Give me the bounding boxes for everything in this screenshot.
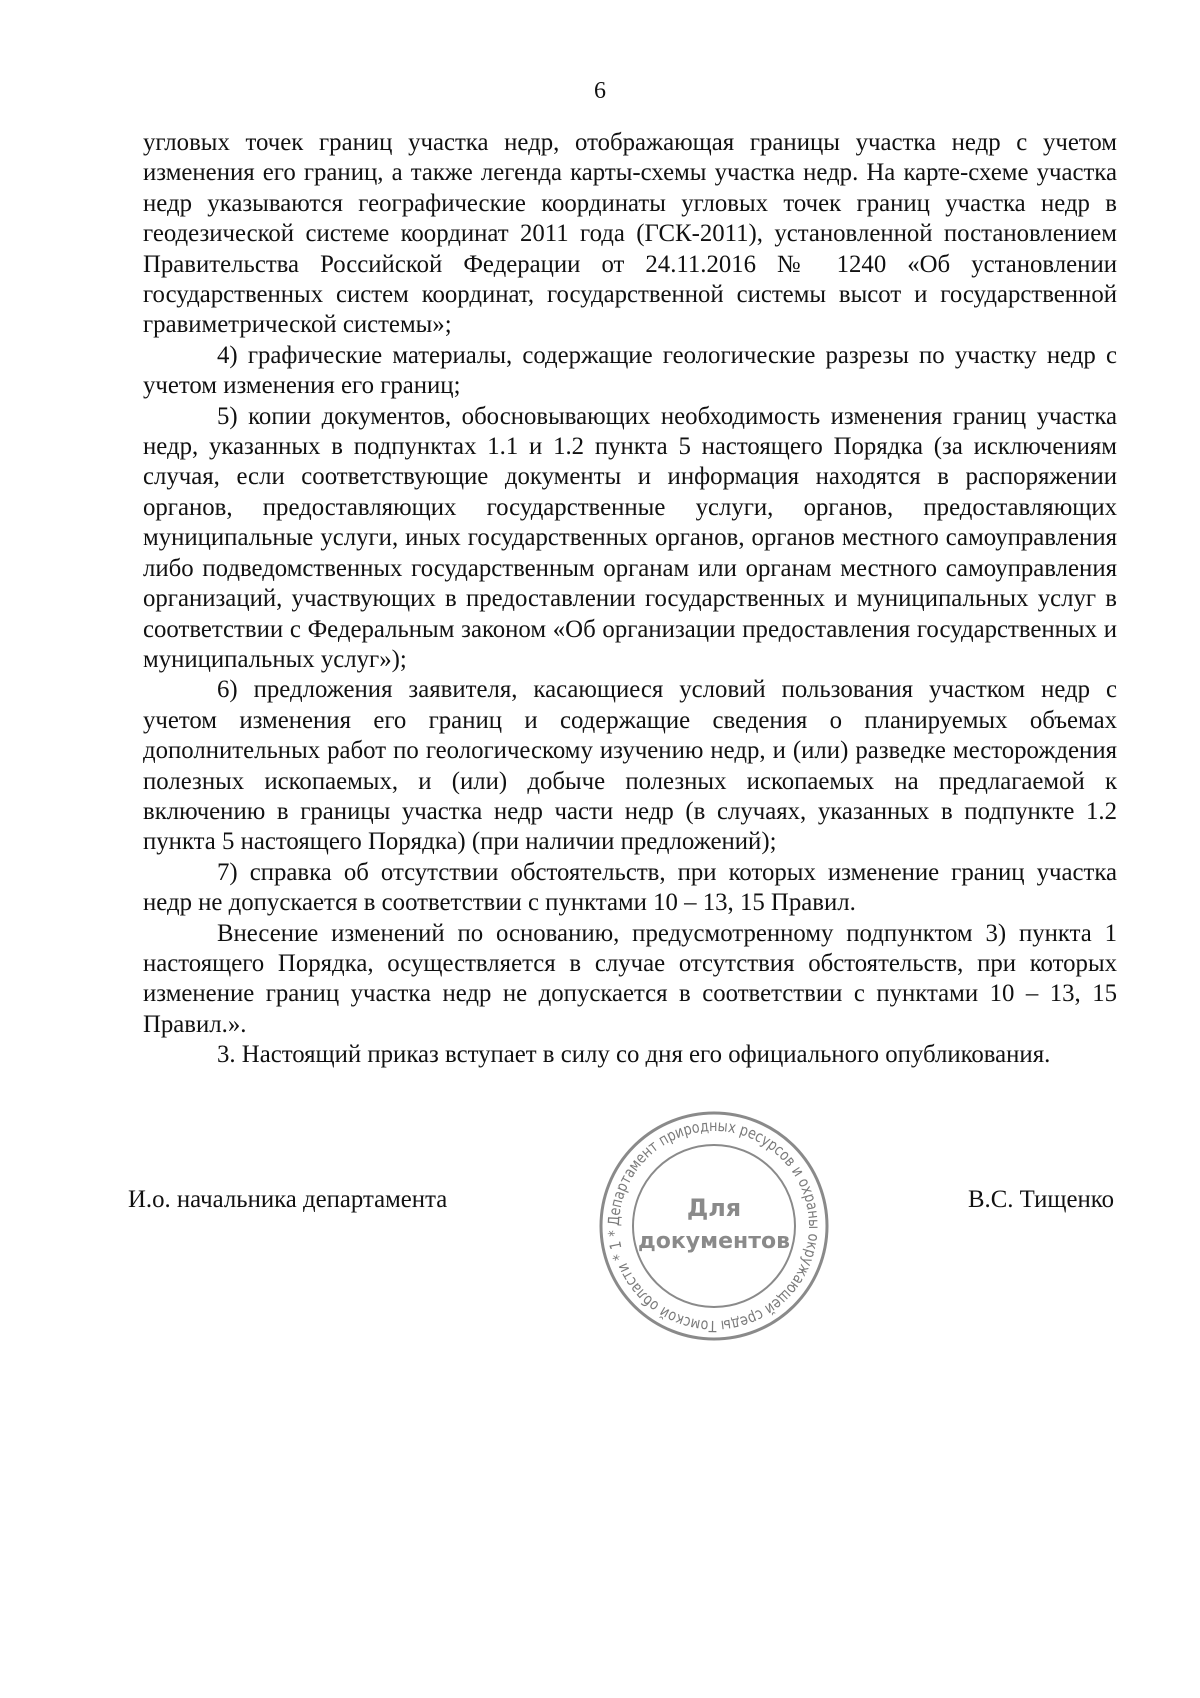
- stamp-ring-text-path: Департамент природных ресурсов и охраны окружающей среды Томской области * 1 *: [604, 1116, 824, 1336]
- paragraph-1: угловых точек границ участка недр, отображающая границы участка недр с учетом изменения его границ, а также легенда карты-схемы участка недр. На карте-схеме участка недр указываются географические координаты угловых точек границ участка недр в геодезической системе координат 2011 года (ГСК-2011), установленной постановлением Правительства Российской Федерации от 24.11.2016 № 1240 «Об установлении государственных систем координат, государственной системы высот и государственной гравиметрической системы»;: [143, 129, 1117, 339]
- stamp-outer-ring: [601, 1113, 827, 1339]
- paragraph-6: Внесение изменений по основанию, предусмотренному подпунктом 3) пункта 1 настоящего Порядка, осуществляется в случае отсутствия обстоятельств, при которых изменение границ участка недр не допускается в соответствии с пунктами 10 – 13, 15 Правил.».: [143, 919, 1117, 1038]
- official-stamp: [596, 1108, 832, 1344]
- signer-position: И.о. начальника департамента: [128, 1186, 448, 1213]
- stamp-center-line-2: документов: [637, 1229, 791, 1254]
- stamp-center-line-1: Для: [686, 1194, 742, 1222]
- paragraph-2: 4) графические материалы, содержащие геологические разрезы по участку недр с учетом изменения его границ;: [143, 341, 1117, 400]
- paragraph-3: 5) копии документов, обосновывающих необходимость изменения границ участка недр, указанных в подпунктах 1.1 и 1.2 пункта 5 настоящего Порядка (за исключениям случая, если соответствующие документы и информация находятся в распоряжении органов, предоставляющих государственные услуги, органов, предоставляющих муниципальные услуги, иных государственных органов, органов местного самоуправления либо подведомственных государственным органам или органам местного самоуправления организаций, участвующих в предоставлении государственных и муниципальных услуг в соответствии с Федеральным законом «Об организации предоставления государственных и муниципальных услуг»);: [143, 402, 1117, 673]
- document-body: [143, 128, 1117, 1071]
- stamp-ring-text: [605, 1117, 823, 1335]
- paragraph-4: 6) предложения заявителя, касающиеся условий пользования участком недр с учетом изменения его границ и содержащие сведения о планируемых объемах дополнительных работ по геологическому изучению недр, и (или) разведке месторождения полезных ископаемых, и (или) добыче полезных ископаемых на предлагаемой к включению в границы участка недр части недр (в случаях, указанных в подпункте 1.2 пункта 5 настоящего Порядка) (при наличии предложений);: [143, 676, 1117, 856]
- paragraph-7: 3. Настоящий приказ вступает в силу со дня его официального опубликования.: [217, 1041, 1051, 1069]
- signer-name: В.С. Тищенко: [967, 1186, 1114, 1213]
- paragraph-5: 7) справка об отсутствии обстоятельств, при которых изменение границ участка недр не допускается в соответствии с пунктами 10 – 13, 15 Правил.: [143, 858, 1117, 917]
- stamp-inner-ring: [633, 1145, 795, 1307]
- page-number: 6: [594, 78, 606, 104]
